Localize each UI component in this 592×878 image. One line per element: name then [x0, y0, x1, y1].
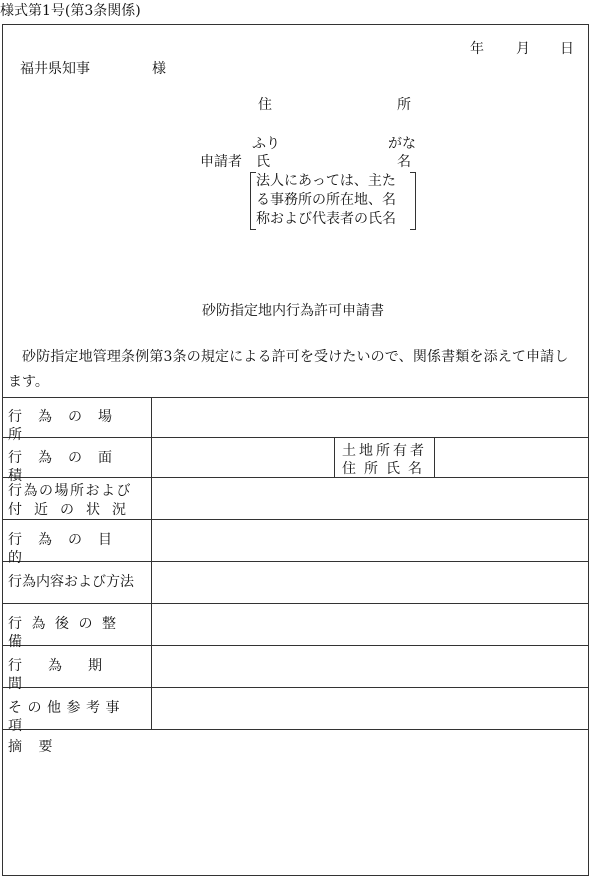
row-line [2, 603, 589, 604]
row-line [2, 519, 589, 520]
corporate-note-line: 法人にあっては、主た [256, 173, 396, 189]
table-top-line [2, 397, 589, 398]
row-label-period [8, 657, 144, 693]
label-text: 行為内容および方法 [8, 574, 134, 590]
addressee-honorific: 様 [152, 61, 166, 77]
label-text: その他参考事項 [8, 700, 125, 734]
name-label-1: 氏 [256, 154, 270, 170]
row-label-other [8, 699, 144, 735]
label-column-line [151, 397, 152, 729]
row-label-location [8, 408, 144, 444]
form-number: 様式第1号(第3条関係) [0, 3, 141, 19]
bracket-left [250, 172, 256, 230]
row-label-surroundings-2: 付近の状況 [8, 502, 138, 518]
label-text: 行為の目的 [8, 532, 128, 566]
address-label-2: 所 [397, 97, 411, 113]
bracket-right [410, 172, 416, 230]
owner-label-right-line [434, 437, 435, 477]
name-label-2: 名 [397, 154, 411, 170]
label-text: 行為後の整備 [8, 616, 126, 650]
date-year: 年 [470, 41, 484, 57]
body-text-line1: 砂防指定地管理条例第3条の規定による許可を受けたいので、関係書類を添えて申請し [22, 349, 569, 365]
owner-label-2: 住所氏名 [342, 461, 430, 477]
applicant-label: 申請者 [200, 154, 242, 170]
corporate-note [250, 172, 416, 228]
label-text: 行為期間 [8, 658, 128, 692]
owner-label-left-line [334, 437, 335, 477]
remarks-label: 摘 要 [8, 739, 59, 755]
row-label-purpose [8, 531, 144, 567]
label-text: 行為の場所 [8, 409, 128, 443]
date-day: 日 [560, 41, 574, 57]
row-label-surroundings-1: 行為の場所および [8, 483, 132, 499]
row-label-restoration [8, 615, 144, 651]
furigana-2: がな [388, 136, 416, 152]
corporate-note-line: 称および代表者の氏名 [256, 211, 396, 227]
body-text-line2: ます。 [8, 374, 49, 390]
address-label-1: 住 [258, 97, 272, 113]
row-label-method [8, 573, 144, 591]
corporate-note-line: る事務所の所在地、名 [256, 192, 396, 208]
document-title: 砂防指定地内行為許可申請書 [202, 303, 384, 319]
owner-label-1: 土地所有者 [342, 443, 427, 459]
addressee-name: 福井県知事 [20, 61, 90, 77]
label-text: 行為の面積 [8, 450, 128, 484]
furigana-1: ふり [252, 136, 280, 152]
date-month: 月 [516, 41, 530, 57]
